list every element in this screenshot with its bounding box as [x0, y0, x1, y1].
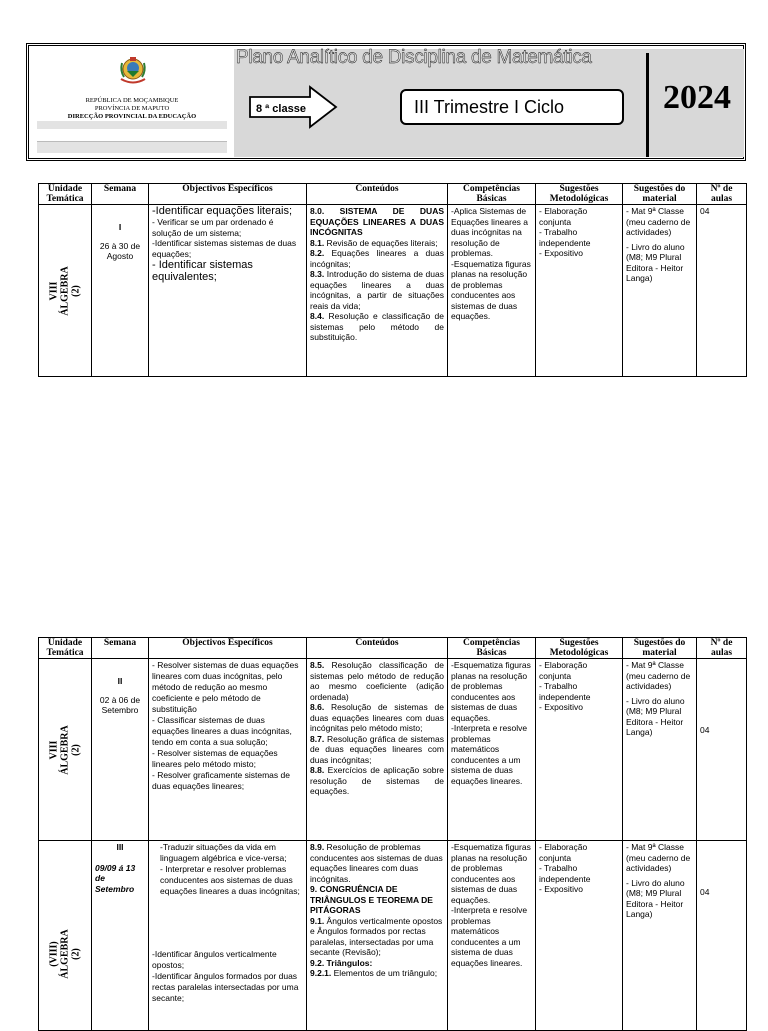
class-label: 8 ª classe — [256, 103, 306, 115]
material-cell — [623, 841, 697, 1031]
week-number: III — [116, 842, 124, 852]
table-row — [39, 205, 747, 377]
content-number: 8.3. — [310, 269, 325, 279]
content-heading: 8.0. SISTEMA DE DUAS EQUAÇÕES LINEARES A DUAS INCÓGNITAS — [310, 206, 444, 237]
content-text: Resolução de problemas conducentes aos sistemas de duas equações lineares com duas incógnitas. — [310, 842, 443, 884]
contents-cell — [307, 659, 448, 841]
competency-item: -Interpreta e resolve problemas matemáticos conducentes a um sistema de duas equações lineares. — [451, 723, 528, 786]
table-header-row — [39, 638, 747, 659]
material-cell — [623, 659, 697, 841]
objective-item: duas equações lineares; — [152, 781, 245, 791]
week-cell — [92, 659, 149, 841]
objective-item: - Classificar sistemas de duas equações lineares a duas incógnitas, — [152, 715, 292, 736]
objective-item: - Interpretar e resolver problemas conducentes aos sistemas de duas equações lineares a duas incógnitas; — [160, 864, 300, 896]
table-header-row — [39, 184, 747, 205]
col-header: Sugestões Metodológicas — [536, 638, 623, 659]
method-item: - Trabalho independente — [539, 863, 591, 884]
content-text: Equações lineares a duas incógnitas; — [310, 248, 444, 269]
header-separator — [646, 53, 649, 157]
content-number: 8.5. — [310, 660, 325, 670]
method-item: - Elaboração conjunta — [539, 206, 588, 227]
col-header: Semana — [92, 184, 149, 205]
methods-cell — [536, 659, 623, 841]
week-cell — [92, 205, 149, 377]
unit-cell — [39, 205, 92, 377]
unit-name: ÁLGEBRA — [59, 929, 71, 980]
objective-item: - Resolver sistemas de equações lineares pelo método misto; — [152, 748, 278, 769]
competency-item: -Aplica Sistemas de Equações lineares a duas incógnitas na resolução de problemas. — [451, 206, 529, 258]
competencies-cell — [448, 841, 536, 1031]
objective-item: - Verificar se um par ordenado é solução de um sistema; — [152, 217, 274, 238]
trimester-box: III Trimestre I Ciclo — [400, 89, 624, 125]
method-item: - Trabalho independente — [539, 227, 591, 248]
content-text: Introdução do sistema de duas equações lineares a duas incógnitas, a partir de situações reais da vida; — [310, 269, 444, 311]
header-divider — [37, 121, 227, 129]
col-header: Competências Básicas — [448, 638, 536, 659]
objectives-cell — [149, 659, 307, 841]
header-divider-lower — [37, 141, 227, 153]
competencies-cell — [448, 659, 536, 841]
content-number: 8.7. — [310, 733, 325, 744]
lessons-count: 04 — [697, 205, 747, 377]
col-header: Nº de aulas — [697, 184, 747, 205]
objective-item: -Traduzir situações da vida em linguagem algébrica e vice-versa; — [160, 842, 287, 863]
content-heading: 9.2. Triângulos: — [310, 957, 373, 968]
content-text: Resolução gráfica de sistemas de duas equações lineares com duas incógnitas; — [310, 733, 444, 765]
unit-cell — [39, 659, 92, 841]
col-header: Objectivos Específicos — [149, 638, 307, 659]
unit-name: ÁLGEBRA — [59, 265, 71, 316]
content-number: 8.4. — [310, 311, 325, 321]
method-item: - Expositivo — [539, 884, 583, 894]
objective-item: -Identificar ângulos verticalmente opostos; — [152, 949, 277, 970]
content-number: 9.1. — [310, 915, 325, 926]
contents-cell — [307, 841, 448, 1031]
table-row — [39, 659, 747, 841]
table-row — [39, 841, 747, 1031]
week-cell — [92, 841, 149, 1031]
col-header: Sugestões Metodológicas — [536, 184, 623, 205]
material-item: - Livro do aluno (M8; M9 Plural Editora - Heitor Langa) — [626, 241, 685, 283]
method-item: - Expositivo — [539, 702, 583, 712]
material-item: - Mat 9ª Classe (meu caderno de actividades) — [626, 842, 691, 873]
header-main — [234, 49, 744, 157]
unit-code: (2) — [70, 743, 82, 756]
col-header: Competências Básicas — [448, 184, 536, 205]
content-text: Resolução classificação de sistemas pelo método de redução ao mesmo coeficiente (adição ordenada) — [310, 660, 444, 702]
plan-table-2 — [38, 637, 747, 1031]
objective-item: tendo em conta a sua solução; — [152, 737, 268, 747]
week-dates: 09/09 á 13 de Setembro — [95, 862, 136, 894]
competency-item: -Esquematiza figuras planas na resolução de problemas conducentes aos sistemas de duas equações. — [451, 660, 531, 723]
material-item: - Livro do aluno (M8; M9 Plural Editora - Heitor Langa) — [626, 695, 685, 737]
plan-table-1 — [38, 183, 747, 377]
unit-cell — [39, 841, 92, 1031]
method-item: - Elaboração conjunta — [539, 660, 588, 681]
methods-cell — [536, 841, 623, 1031]
objective-item: -Identificar equações literais; — [152, 205, 293, 217]
content-text: Resolução de sistemas de duas equações lineares com duas incógnitas pelo método misto; — [310, 702, 444, 733]
direction-label: DIRECÇÃO PROVINCIAL DA EDUCAÇÃO — [67, 113, 197, 120]
method-item: - Trabalho independente — [539, 681, 591, 702]
col-header: Sugestões do material — [623, 638, 697, 659]
content-heading: 9. CONGRUÊNCIA DE TRIÂNGULOS E TEOREMA DE PITÁGORAS — [310, 884, 433, 915]
competencies-cell — [448, 205, 536, 377]
institution-block — [32, 49, 232, 157]
col-header: Semana — [92, 638, 149, 659]
col-header: Nº de aulas — [697, 638, 747, 659]
unit-code: (2) — [70, 284, 82, 297]
lessons-count: 04 — [697, 841, 747, 1031]
mozambique-emblem-icon — [116, 53, 150, 87]
method-item: - Elaboração conjunta — [539, 842, 588, 863]
content-number: 8.1. — [310, 237, 325, 248]
col-header: Sugestões do material — [623, 184, 697, 205]
material-item: - Mat 9ª Classe (meu caderno de actividades) — [626, 660, 691, 691]
material-item: - Mat 9ª Classe (meu caderno de actividades) — [626, 206, 691, 237]
document-title: Plano Analítico de Disciplina de Matemática — [236, 47, 592, 68]
content-number: 9.2.1. — [310, 968, 332, 978]
unit-number: VIII — [48, 281, 60, 300]
contents-cell — [307, 205, 448, 377]
week-number: II — [117, 676, 123, 686]
col-header: Unidade Temática — [39, 638, 92, 659]
col-header: Objectivos Específicos — [149, 184, 307, 205]
col-header: Conteúdos — [307, 184, 448, 205]
content-number: 8.8. — [310, 765, 325, 775]
method-item: - Expositivo — [539, 248, 583, 258]
week-number: I — [118, 222, 122, 232]
content-text: Revisão de equações literais; — [324, 237, 438, 248]
content-text: Ângulos verticalmente opostos e Ângulos formados por rectas paralelas, intersectadas por uma secante (Revisão); — [310, 915, 443, 957]
content-number: 8.6. — [310, 702, 325, 712]
material-item: - Livro do aluno (M8; M9 Plural Editora - Heitor Langa) — [626, 877, 685, 919]
objective-item: -Identificar ângulos formados por duas rectas paralelas intersectadas por uma secante; — [152, 971, 299, 1003]
competency-item: -Interpreta e resolve problemas matemáticos conducentes a um sistema de duas equações lineares. — [451, 905, 528, 968]
year-label: 2024 — [663, 79, 731, 116]
objectives-cell — [149, 841, 307, 1031]
unit-code: (2) — [70, 948, 82, 961]
document-header — [26, 43, 746, 161]
methods-cell — [536, 205, 623, 377]
content-number: 8.9. — [310, 842, 325, 852]
competency-item: -Esquematiza figuras planas na resolução de problemas conducentes aos sistemas de duas equações. — [451, 258, 531, 321]
objective-item: - Resolver sistemas de duas equações lineares com duas incógnitas, pelo método de redução ao mesmo coeficiente e pelo método de substituição — [152, 660, 299, 714]
objective-item: -Identificar sistemas sistemas de duas equações; — [152, 238, 297, 259]
republic-label: REPÚBLICA DE MOÇAMBIQUE — [85, 97, 179, 104]
week-dates: 02 à 06 de Setembro — [99, 694, 141, 715]
objectives-cell — [149, 205, 307, 377]
objective-item: - Resolver graficamente sistemas de — [152, 770, 290, 780]
unit-number: (VIII) — [48, 941, 60, 968]
content-text: Elementos de um triângulo; — [331, 968, 438, 978]
unit-number: VIII — [48, 740, 60, 759]
col-header: Unidade Temática — [39, 184, 92, 205]
unit-name: ÁLGEBRA — [59, 724, 71, 775]
content-text: Resolução e classificação de sistemas pelo método de substituição. — [310, 311, 444, 342]
institution-text — [32, 97, 232, 121]
competency-item: -Esquematiza figuras planas na resolução de problemas conducentes aos sistemas de duas equações. — [451, 842, 531, 905]
content-text: Exercícios de aplicação sobre resolução de sistemas de equações. — [310, 765, 444, 796]
content-number: 8.2. — [310, 248, 325, 258]
week-dates: 26 à 30 de Agosto — [99, 240, 141, 261]
col-header: Conteúdos — [307, 638, 448, 659]
lessons-count: 04 — [697, 659, 747, 841]
material-cell — [623, 205, 697, 377]
objective-item: - Identificar sistemas equivalentes; — [152, 259, 253, 283]
province-label: PROVÍNCIA DE MAPUTO — [94, 105, 170, 112]
